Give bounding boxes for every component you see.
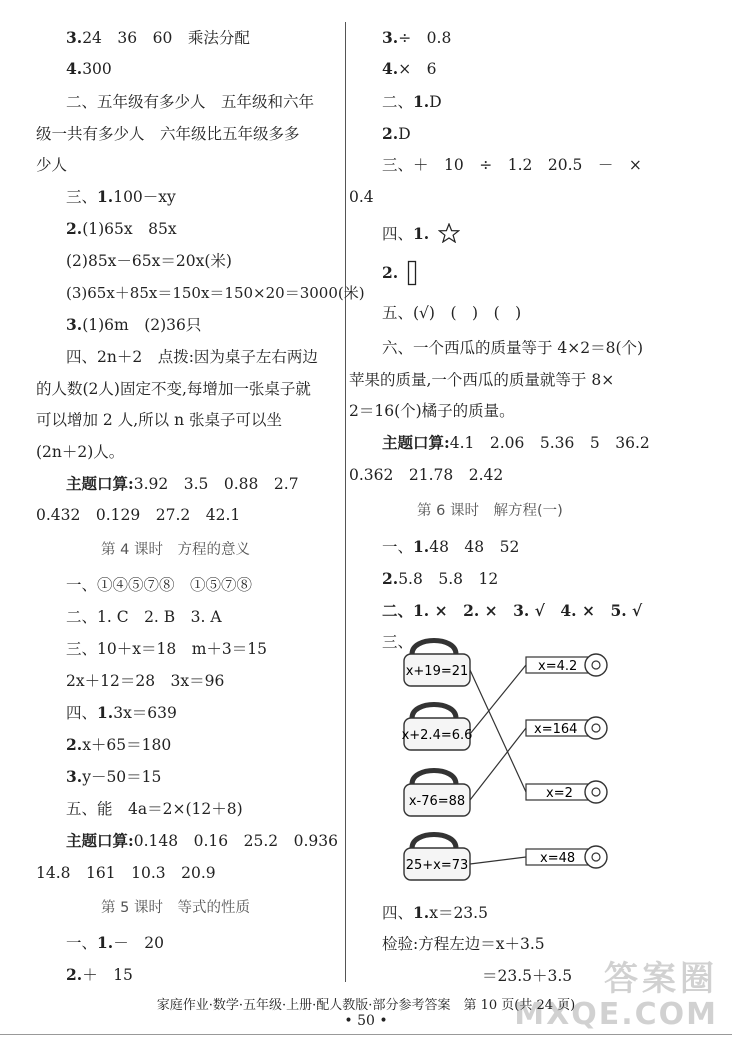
key-4	[526, 846, 607, 868]
page-footer: 家庭作业·数学·五年级·上册·配人教版·部分参考答案 第 10 页(共 24 页)	[156, 998, 576, 1013]
key-solution: x=48	[540, 851, 576, 866]
answer-line: 二、1. × 2. × 3. √ 4. × 5. √	[382, 601, 643, 620]
lesson-heading: 第 5 课时 等式的性质	[101, 900, 250, 916]
answer-line: 二、1.D	[382, 92, 442, 111]
answer-line: 0.362 21.78 2.42	[349, 466, 504, 484]
key-3	[526, 781, 607, 803]
answer-line: 四、1.	[382, 223, 460, 244]
answer-line: 2.x＋65＝180	[66, 735, 172, 754]
answer-line: 一、1.－ 20	[66, 933, 164, 952]
answer-line: 2x＋12＝28 3x＝96	[66, 672, 225, 690]
answer-line: (2n＋2)人。	[36, 443, 125, 461]
answer-line: 可以增加 2 人,所以 n 张桌子可以坐	[36, 411, 282, 429]
lock-equation: x+19=21	[405, 664, 469, 679]
key-2	[526, 717, 607, 739]
answer-line: 检验:方程左边＝x＋3.5	[382, 935, 545, 953]
key-solution: x=4.2	[538, 659, 578, 674]
answer-line: 二、五年级有多少人 五年级和六年	[66, 93, 315, 111]
answer-line: 三、10＋x＝18 m＋3＝15	[66, 640, 267, 658]
lock-3	[404, 771, 470, 817]
match-line	[470, 670, 526, 792]
lesson-heading: 第 6 课时 解方程(一)	[417, 503, 563, 519]
answer-line: 3.y－50＝15	[66, 767, 162, 786]
answer-line: 级一共有多少人 六年级比五年级多多	[36, 125, 300, 143]
answer-line: 3.÷ 0.8	[382, 28, 452, 47]
answer-line: (2)85x－65x＝20x(米)	[66, 252, 232, 270]
answer-line: 一、①④⑤⑦⑧ ①⑤⑦⑧	[66, 576, 253, 594]
answer-line: 2.D	[382, 124, 411, 143]
rectangle-shape-icon	[407, 260, 417, 286]
lock-4	[404, 835, 470, 881]
match-line	[470, 728, 526, 800]
answer-line: 4.× 6	[382, 59, 437, 78]
answer-line: 四、1.x＝23.5	[382, 903, 488, 922]
answer-line: 3.(1)6m (2)36只	[66, 315, 202, 334]
lock-equation: x+2.4=6.6	[401, 728, 473, 743]
mental-math-line: 主题口算:4.1 2.06 5.36 5 36.2	[382, 433, 650, 452]
answer-line: 四、1.3x＝639	[66, 703, 177, 722]
answer-line: 2.(1)65x 85x	[66, 219, 177, 238]
key-solution: x=2	[546, 786, 573, 801]
answer-line: 苹果的质量,一个西瓜的质量就等于 8×	[349, 371, 615, 389]
lock-key-matching-diagram	[398, 632, 628, 892]
lock-equation: x-76=88	[408, 794, 466, 809]
answer-line: 4.300	[66, 59, 112, 78]
answer-line: 2.5.8 5.8 12	[382, 569, 499, 588]
bottom-edge	[0, 1034, 732, 1045]
mental-math-line: 主题口算:0.148 0.16 25.2 0.936	[66, 831, 339, 850]
answer-line: 的人数(2人)固定不变,每增加一张桌子就	[36, 380, 311, 398]
lock-2	[402, 705, 473, 751]
answer-line: 三、1.100－xy	[66, 187, 176, 206]
answer-line: 四、2n＋2 点拨:因为桌子左右两边	[66, 348, 318, 366]
answer-line: 14.8 161 10.3 20.9	[36, 864, 216, 882]
answer-line: 二、1. C 2. B 3. A	[66, 608, 222, 626]
answer-line: 2＝16(个)橘子的质量。	[349, 402, 515, 420]
matching-lines	[470, 665, 526, 864]
answer-line: 2.	[382, 260, 417, 286]
lock-1	[404, 641, 470, 687]
watermark-logo: 答案圈 MXQE.COM	[514, 959, 718, 1032]
answer-line: (3)65x＋85x＝150x＝150×20＝3000(米)	[66, 284, 365, 302]
lock-equation: 25+x=73	[405, 858, 469, 873]
key-1	[526, 654, 607, 676]
answer-line: 少人	[36, 156, 68, 174]
answer-line: 2.＋ 15	[66, 965, 133, 984]
answer-line: 3.24 36 60 乘法分配	[66, 28, 250, 47]
answer-line: 0.4	[349, 188, 374, 206]
column-divider	[345, 22, 346, 982]
answer-line: 三、	[382, 633, 414, 651]
answer-line: 0.432 0.129 27.2 42.1	[36, 506, 241, 524]
answer-line: 一、1.48 48 52	[382, 537, 520, 556]
answer-line: 六、一个西瓜的质量等于 4×2＝8(个)	[382, 339, 644, 357]
key-solution: x=164	[534, 722, 578, 737]
answer-line: 五、能 4a＝2×(12＋8)	[66, 800, 243, 818]
answer-line: ＝23.5＋3.5	[482, 967, 573, 985]
answer-line: 五、(√) ( ) ( )	[382, 304, 522, 322]
mental-math-line: 主题口算:3.92 3.5 0.88 2.7	[66, 474, 299, 493]
match-line	[470, 857, 526, 864]
page-number: • 50 •	[344, 1013, 388, 1029]
star-icon	[438, 223, 460, 243]
match-line	[470, 665, 526, 734]
answer-line: 三、＋ 10 ÷ 1.2 20.5 － ×	[382, 156, 642, 174]
lesson-heading: 第 4 课时 方程的意义	[101, 542, 250, 558]
